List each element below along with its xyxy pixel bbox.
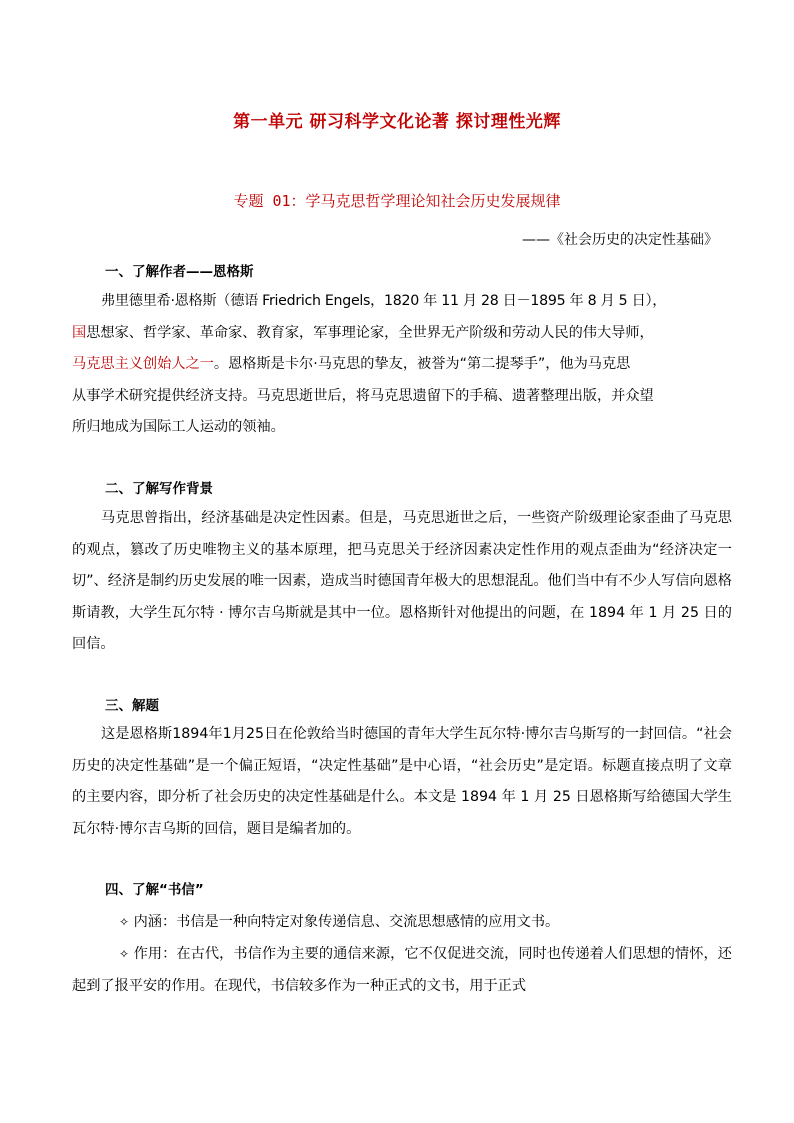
letter-bullet-function-text: 作用：在古代，书信作为主要的通信来源，它不仅促进交流，同时也传递着人们思想的情怀，还起到了报平安的作用。在现代，书信较多作为一种正式的文书，用于正式 <box>72 946 732 994</box>
author-highlight: 马克思主义创始人之一 <box>72 356 214 373</box>
section-title-analysis-body: 这是恩格斯1894年1月25日在伦敦给当时德国的青年大学生瓦尔特·博尔吉乌斯写的一封回信。“社会历史的决定性基础”是一个偏正短语，“决定性基础”是中心语，“社会历史”是定语。标题直接点明了文章的主要内容，即分析了社会历史的决定性基础是什么。本文是 1894 年 1 月 25 日恩格斯写给德国大学生瓦尔特·博尔吉乌斯的回信，题目是编者加的。 <box>72 726 732 837</box>
article-subtitle: ——《社会历史的决定性基础》 <box>522 232 718 248</box>
letter-bullet-meaning-text: 内涵：书信是一种向特定对象传递信息、交流思想感情的应用文书。 <box>133 914 560 930</box>
topic-name: 学马克思哲学理论知社会历史发展规律 <box>305 192 561 210</box>
unit-title: 第一单元 研习科学文化论著 探讨理性光辉 <box>233 112 561 132</box>
author-line-4: 从事学术研究提供经济支持。马克思逝世后，将马克思遗留下的手稿、遗著整理出版，并众望 <box>72 387 654 404</box>
author-line-5: 所归地成为国际工人运动的领袖。 <box>72 419 285 436</box>
section-heading-letter: 四、了解“书信” <box>105 882 204 898</box>
section-heading-title-analysis: 三、解题 <box>105 698 159 714</box>
author-line-3-text: 。恩格斯是卡尔·马克思的挚友，被誉为“第二提琴手”，他为马克思 <box>213 356 631 373</box>
author-line-2-text: 思想家、哲学家、革命家、教育家，军事理论家，全世界无产阶级和劳动人民的伟大导师， <box>86 324 654 341</box>
topic-prefix: 专题 01： <box>233 192 306 210</box>
section-heading-author: 一、了解作者——恩格斯 <box>105 264 254 280</box>
diamond-bullet-icon: ✧ <box>119 947 130 961</box>
section-author-body <box>72 286 732 444</box>
author-line-2-prefix: 国 <box>72 324 87 341</box>
author-line-1: 弗里德里希·恩格斯（德语 Friedrich Engels，1820 年 11 月 28 日－1895 年 8 月 5 日）， <box>101 293 667 309</box>
author-line-3 <box>72 349 732 381</box>
diamond-bullet-icon: ✧ <box>119 915 130 929</box>
section-background-body: 马克思曾指出，经济基础是决定性因素。但是，马克思逝世之后，一些资产阶级理论家歪曲了马克思的观点，篡改了历史唯物主义的基本原理，把马克思关于经济因素决定性作用的观点歪曲为“经济决定一切”、经济是制约历史发展的唯一因素，造成当时德国青年极大的思想混乱。他们当中有不少人写信向恩格斯请教，大学生瓦尔特 · 博尔吉乌斯就是其中一位。恩格斯针对他提出的问题，在 1894 年 1 月 25 日的回信。 <box>72 510 732 653</box>
topic-title <box>0 190 794 211</box>
letter-bullet-meaning <box>72 907 732 939</box>
section-heading-background: 二、了解写作背景 <box>105 481 213 497</box>
author-line-2 <box>72 318 732 350</box>
letter-bullet-function <box>72 939 732 1002</box>
